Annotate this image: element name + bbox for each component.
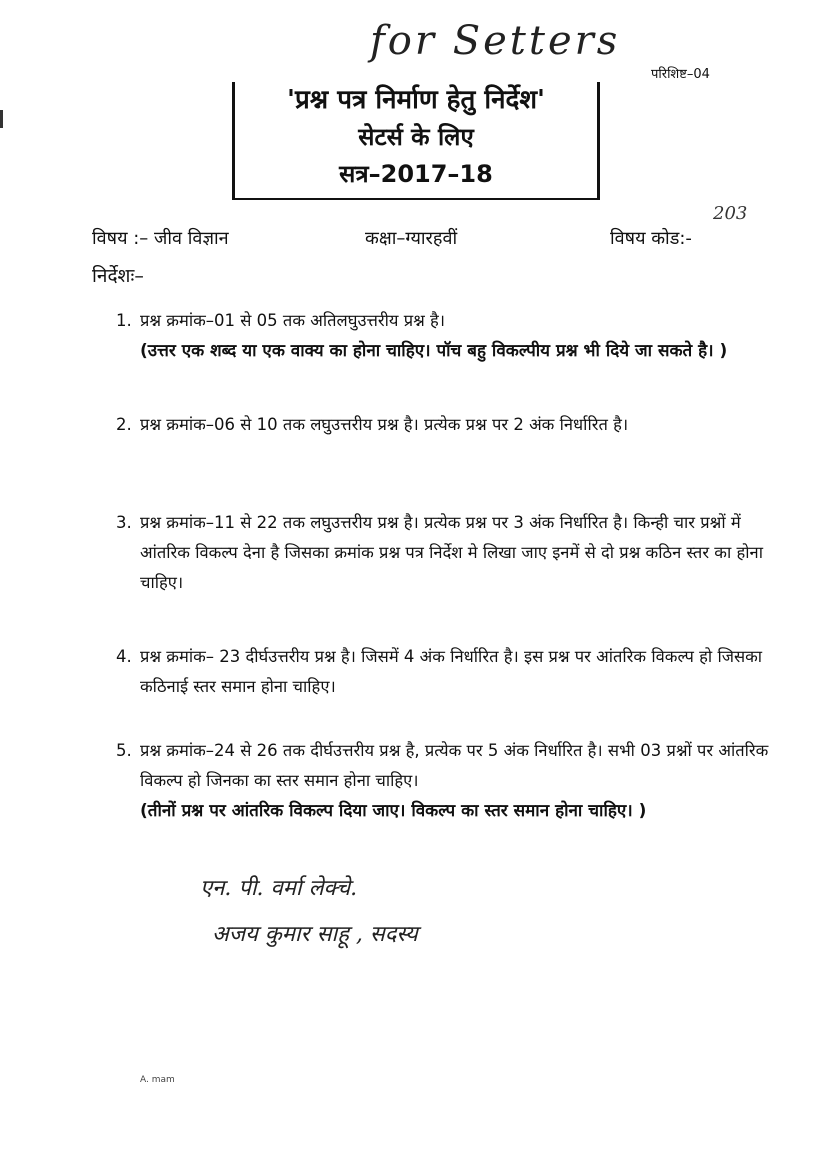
instruction-text: प्रश्न क्रमांक–11 से 22 तक लघुउत्तरीय प्रश्न है। प्रत्येक प्रश्न पर 3 अंक निर्धारित है। किन्ही चार प्रश्नों में आंतरिक विकल्प देना है जिसका क्रमांक प्रश्न पत्र निर्देश मे लिखा जाए इनमें से दो प्रश्न कठिन स्तर का होना चाहिए।: [140, 513, 763, 592]
instruction-text: प्रश्न क्रमांक–06 से 10 तक लघुउत्तरीय प्रश्न है। प्रत्येक प्रश्न पर 2 अंक निर्धारित है।: [140, 415, 629, 434]
instruction-number: 3.: [116, 513, 132, 532]
instruction-text: प्रश्न क्रमांक–24 से 26 तक दीर्घउत्तरीय प्रश्न है, प्रत्येक पर 5 अंक निर्धारित है। सभी 03 प्रश्नों पर आंतरिक विकल्प हो जिनका का स्तर समान होना चाहिए।: [140, 741, 769, 790]
title-box: [232, 82, 600, 200]
instruction-item: [116, 736, 776, 827]
instructions-heading: निर्देशः–: [92, 265, 144, 287]
instruction-item: [116, 410, 776, 440]
document-subtitle: सेटर्स के लिए: [358, 123, 474, 151]
instruction-item: [116, 508, 776, 598]
handwritten-note: for Setters: [370, 18, 621, 64]
footer-mark: A. mam: [140, 1075, 175, 1085]
subject-code-label: विषय कोड:-: [610, 228, 692, 249]
instruction-number: 2.: [116, 415, 132, 434]
session-label: सत्र–2017–18: [339, 160, 493, 188]
class-field: कक्षा–ग्यारहवीं: [365, 228, 458, 249]
signature-line-2: अजय कुमार साहू , सदस्य: [212, 922, 418, 947]
signature-line-1: एन. पी. वर्मा लेक्चे.: [200, 876, 358, 901]
instruction-number: 1.: [116, 311, 132, 330]
instruction-text: प्रश्न क्रमांक– 23 दीर्घउत्तरीय प्रश्न है। जिसमें 4 अंक निर्धारित है। इस प्रश्न पर आंतरिक विकल्प हो जिसका कठिनाई स्तर समान होना चाहिए।: [140, 647, 763, 696]
instruction-text: प्रश्न क्रमांक–01 से 05 तक अतिलघुउत्तरीय प्रश्न है।: [140, 311, 446, 330]
instruction-number: 4.: [116, 647, 132, 666]
appendix-label: परिशिष्ट–04: [651, 67, 710, 82]
subject-field: विषय :– जीव विज्ञान: [92, 228, 229, 249]
instruction-item: [116, 642, 776, 702]
instruction-note: (उत्तर एक शब्द या एक वाक्य का होना चाहिए। पॉच बहु विकल्पीय प्रश्न भी दिये जा सकते है। ): [140, 341, 728, 361]
document-title: 'प्रश्न पत्र निर्माण हेतु निर्देश': [287, 85, 545, 115]
instruction-note: (तीनों प्रश्न पर आंतरिक विकल्प दिया जाए। विकल्प का स्तर समान होना चाहिए। ): [140, 801, 647, 821]
instruction-item: [116, 306, 776, 367]
subject-code-handwritten: 203: [713, 203, 748, 224]
instruction-number: 5.: [116, 741, 132, 760]
scan-edge-mark: [0, 110, 3, 128]
